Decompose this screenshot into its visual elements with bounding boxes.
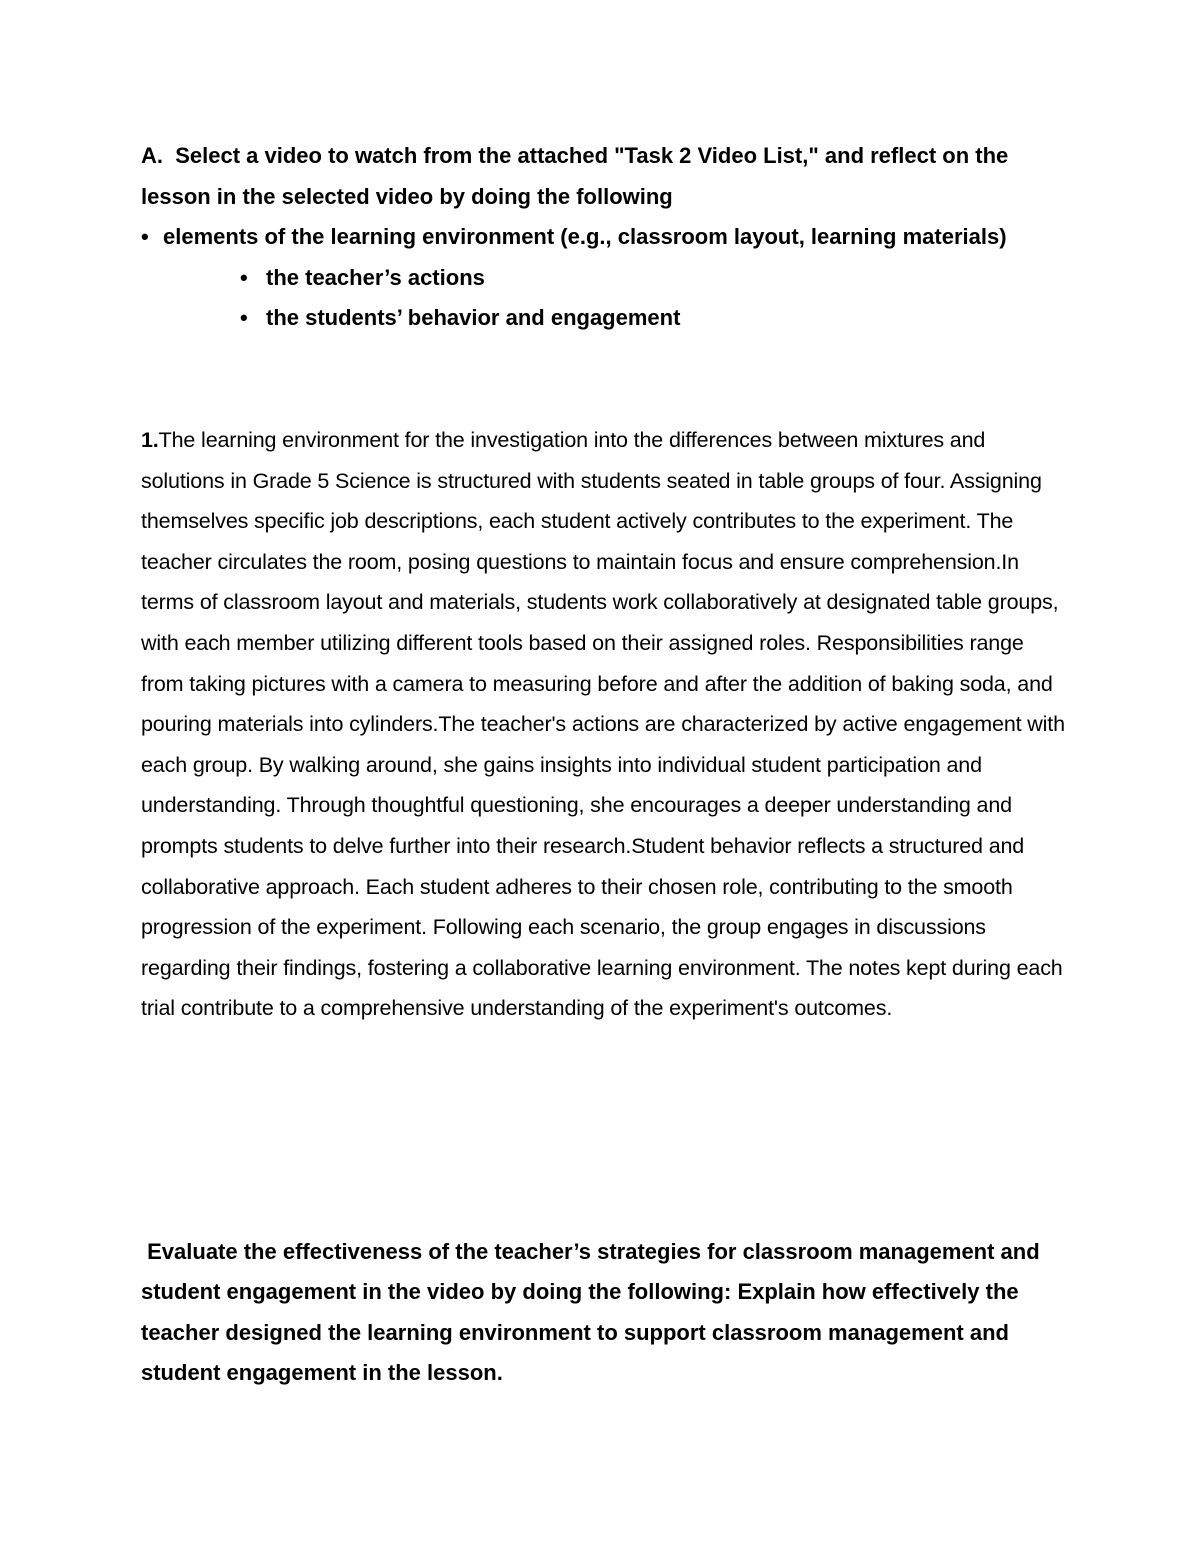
sub-bullet-text: the students’ behavior and engagement: [266, 305, 681, 331]
section-a-prompt-text: Select a video to watch from the attached "Task 2 Video List," and reflect on the lesson in the selected video by doing the following: [141, 143, 1009, 209]
answer-number: 1.: [141, 428, 159, 452]
sub-bullet-text: the teacher’s actions: [266, 264, 485, 290]
bullet-icon: •: [240, 305, 248, 331]
section-a: [141, 136, 1071, 339]
evaluate-text: Evaluate the effectiveness of the teacher’s strategies for classroom management and student engagement in the video by doing the following: Explain how effectively the teacher designed the learning environment to support classroom management and student engagement in the lesson.: [141, 1239, 1046, 1385]
bullet-text: elements of the learning environment (e.g., classroom layout, learning materials): [163, 224, 1007, 250]
answer-body: [141, 420, 1071, 1029]
bullet-icon: •: [240, 264, 248, 290]
section-a-label: A.: [141, 143, 163, 168]
bullet-icon: •: [141, 224, 149, 250]
answer-text: The learning environment for the investigation into the differences between mixtures and solutions in Grade 5 Science is structured with students seated in table groups of four. Assigning themselves specific job descriptions, each student actively contributes to the experiment. The teacher circulates the room, posing questions to maintain focus and ensure comprehension.In terms of classroom layout and materials, students work collaboratively at designated table groups, with each member utilizing different tools based on their assigned roles. Responsibilities range from taking pictures with a camera to measuring before and after the addition of baking soda, and pouring materials into cylinders.The teacher's actions are characterized by active engagement with each group. By walking around, she gains insights into individual student participation and understanding. Through thoughtful questioning, she encourages a deeper understanding and prompts students to delve further into their research.Student behavior reflects a structured and collaborative approach. Each student adheres to their chosen role, contributing to the smooth progression of the experiment. Following each scenario, the group engages in discussions regarding their findings, fostering a collaborative learning environment. The notes kept during each trial contribute to a comprehensive understanding of the experiment's outcomes.: [141, 428, 1065, 1021]
sub-bullet-item: [141, 258, 1071, 299]
bullet-item: [141, 217, 1071, 258]
sub-bullet-item: [141, 298, 1071, 339]
section-a-prompt: [141, 136, 1071, 217]
answer-paragraph: [141, 420, 1071, 1029]
evaluate-prompt: [141, 1232, 1071, 1393]
